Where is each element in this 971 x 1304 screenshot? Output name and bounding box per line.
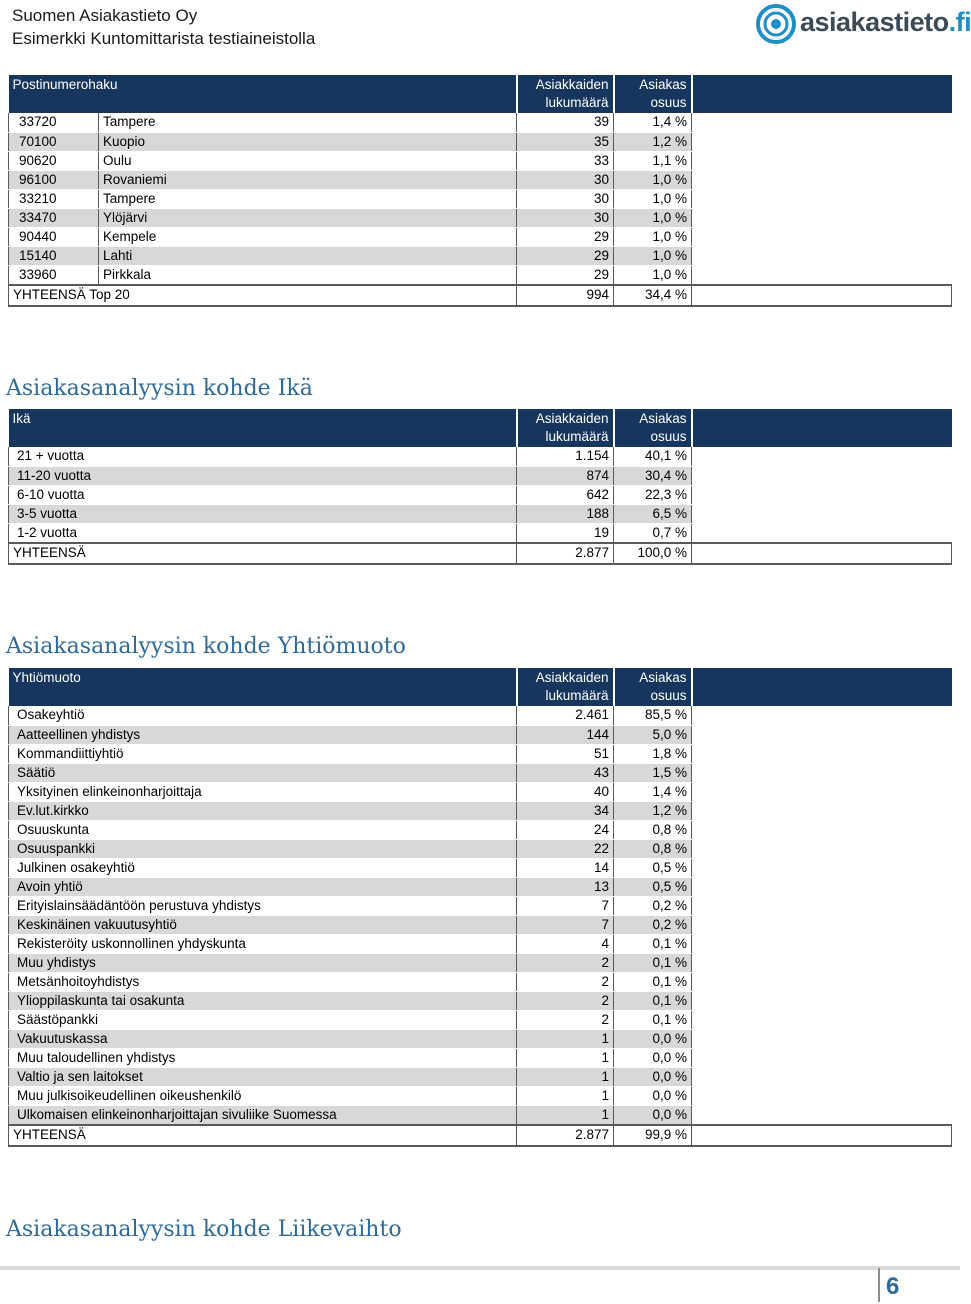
empty-cell <box>692 1029 952 1048</box>
share-cell: 5,0 % <box>614 725 692 744</box>
share-cell: 1,0 % <box>614 227 692 246</box>
share-cell: 1,0 % <box>614 208 692 227</box>
share-cell: 1,1 % <box>614 151 692 170</box>
page-number: 6 <box>886 1273 900 1300</box>
empty-cell <box>692 113 952 132</box>
company-form-section-title: Asiakasanalyysin kohde Yhtiömuoto <box>6 634 406 659</box>
postal-code-cell: 33720 <box>9 113 99 132</box>
empty-cell <box>692 1010 952 1029</box>
table-row <box>9 934 952 953</box>
row-label-cell: 3-5 vuotta <box>9 504 517 523</box>
city-cell: Ylöjärvi <box>99 208 517 227</box>
col-header-count: Asiakkaiden lukumäärä <box>517 668 614 706</box>
empty-cell <box>692 189 952 208</box>
empty-cell <box>692 896 952 915</box>
count-cell: 874 <box>517 466 614 485</box>
row-label-cell: Metsänhoitoyhdistys <box>9 972 517 991</box>
city-cell: Pirkkala <box>99 265 517 285</box>
postal-code-cell: 15140 <box>9 246 99 265</box>
share-cell: 0,5 % <box>614 858 692 877</box>
count-cell: 24 <box>517 820 614 839</box>
table-row <box>9 725 952 744</box>
col-header-postal: Postinumerohaku <box>9 75 517 113</box>
empty-cell <box>692 208 952 227</box>
company-name: Suomen Asiakastieto Oy <box>12 6 198 25</box>
table-row <box>9 782 952 801</box>
empty-cell <box>692 1067 952 1086</box>
share-cell: 0,0 % <box>614 1029 692 1048</box>
share-cell: 0,1 % <box>614 991 692 1010</box>
row-label-cell: 11-20 vuotta <box>9 466 517 485</box>
count-cell: 39 <box>517 113 614 132</box>
empty-cell <box>692 523 952 543</box>
row-label-cell: Osakeyhtiö <box>9 706 517 725</box>
empty-cell <box>692 447 952 466</box>
table-row <box>9 1010 952 1029</box>
count-cell: 1.154 <box>517 447 614 466</box>
table-row <box>9 763 952 782</box>
row-label-cell: Aatteellinen yhdistys <box>9 725 517 744</box>
table-total-row <box>9 543 952 564</box>
table-row <box>9 447 952 466</box>
table-header-row <box>9 668 952 706</box>
count-cell: 2 <box>517 1010 614 1029</box>
empty-cell <box>692 953 952 972</box>
table-row <box>9 991 952 1010</box>
total-empty <box>692 285 952 306</box>
total-empty <box>692 543 952 564</box>
col-header-share: Asiakas osuus <box>614 409 692 447</box>
empty-cell <box>692 1105 952 1125</box>
share-cell: 1,0 % <box>614 170 692 189</box>
count-cell: 30 <box>517 189 614 208</box>
count-cell: 34 <box>517 801 614 820</box>
count-cell: 35 <box>517 132 614 151</box>
count-cell: 2 <box>517 953 614 972</box>
table-row <box>9 208 952 227</box>
count-cell: 144 <box>517 725 614 744</box>
row-label-cell: 1-2 vuotta <box>9 523 517 543</box>
empty-cell <box>692 782 952 801</box>
count-cell: 29 <box>517 265 614 285</box>
share-cell: 0,0 % <box>614 1086 692 1105</box>
total-share: 34,4 % <box>614 285 692 306</box>
count-cell: 29 <box>517 227 614 246</box>
count-cell: 33 <box>517 151 614 170</box>
empty-cell <box>692 466 952 485</box>
row-label-cell: Osuuspankki <box>9 839 517 858</box>
share-cell: 1,0 % <box>614 265 692 285</box>
count-cell: 7 <box>517 896 614 915</box>
postal-code-cell: 33210 <box>9 189 99 208</box>
empty-cell <box>692 1048 952 1067</box>
city-cell: Oulu <box>99 151 517 170</box>
share-cell: 85,5 % <box>614 706 692 725</box>
table-row <box>9 151 952 170</box>
empty-cell <box>692 132 952 151</box>
page-number-separator <box>878 1268 880 1302</box>
company-form-table <box>8 668 951 1147</box>
table-row <box>9 839 952 858</box>
count-cell: 19 <box>517 523 614 543</box>
empty-cell <box>692 820 952 839</box>
table-row <box>9 485 952 504</box>
count-cell: 1 <box>517 1105 614 1125</box>
total-empty <box>692 1125 952 1146</box>
row-label-cell: 6-10 vuotta <box>9 485 517 504</box>
table-row <box>9 820 952 839</box>
city-cell: Rovaniemi <box>99 170 517 189</box>
table-header-row <box>9 75 952 113</box>
count-cell: 642 <box>517 485 614 504</box>
table-row <box>9 170 952 189</box>
total-share: 99,9 % <box>614 1125 692 1146</box>
total-count: 994 <box>517 285 614 306</box>
count-cell: 188 <box>517 504 614 523</box>
col-header-count: Asiakkaiden lukumäärä <box>517 75 614 113</box>
count-cell: 29 <box>517 246 614 265</box>
empty-cell <box>692 485 952 504</box>
count-cell: 2.461 <box>517 706 614 725</box>
share-cell: 30,4 % <box>614 466 692 485</box>
table-row <box>9 1048 952 1067</box>
row-label-cell: Julkinen osakeyhtiö <box>9 858 517 877</box>
table-row <box>9 953 952 972</box>
empty-cell <box>692 839 952 858</box>
table-row <box>9 877 952 896</box>
col-header-empty <box>692 75 952 113</box>
share-cell: 0,1 % <box>614 1010 692 1029</box>
share-cell: 0,0 % <box>614 1067 692 1086</box>
empty-cell <box>692 858 952 877</box>
count-cell: 4 <box>517 934 614 953</box>
share-cell: 0,2 % <box>614 915 692 934</box>
postal-code-cell: 90620 <box>9 151 99 170</box>
empty-cell <box>692 725 952 744</box>
col-header-share: Asiakas osuus <box>614 75 692 113</box>
empty-cell <box>692 801 952 820</box>
report-subtitle: Esimerkki Kuntomittarista testiaineistolla <box>12 29 316 48</box>
table-row <box>9 896 952 915</box>
share-cell: 0,8 % <box>614 820 692 839</box>
empty-cell <box>692 763 952 782</box>
row-label-cell: Keskinäinen vakuutusyhtiö <box>9 915 517 934</box>
total-share: 100,0 % <box>614 543 692 564</box>
row-label-cell: 21 + vuotta <box>9 447 517 466</box>
share-cell: 1,0 % <box>614 246 692 265</box>
postal-code-cell: 96100 <box>9 170 99 189</box>
empty-cell <box>692 246 952 265</box>
footer-divider <box>0 1266 960 1270</box>
table-row <box>9 1086 952 1105</box>
empty-cell <box>692 744 952 763</box>
share-cell: 1,4 % <box>614 113 692 132</box>
share-cell: 0,0 % <box>614 1048 692 1067</box>
count-cell: 1 <box>517 1086 614 1105</box>
col-header-company-form: Yhtiömuoto <box>9 668 517 706</box>
share-cell: 1,2 % <box>614 132 692 151</box>
row-label-cell: Ylioppilaskunta tai osakunta <box>9 991 517 1010</box>
share-cell: 1,8 % <box>614 744 692 763</box>
count-cell: 13 <box>517 877 614 896</box>
empty-cell <box>692 877 952 896</box>
share-cell: 1,0 % <box>614 189 692 208</box>
city-cell: Lahti <box>99 246 517 265</box>
count-cell: 1 <box>517 1048 614 1067</box>
count-cell: 1 <box>517 1067 614 1086</box>
share-cell: 0,1 % <box>614 953 692 972</box>
postal-code-cell: 90440 <box>9 227 99 246</box>
table-row <box>9 227 952 246</box>
row-label-cell: Säästöpankki <box>9 1010 517 1029</box>
row-label-cell: Ev.lut.kirkko <box>9 801 517 820</box>
total-label: YHTEENSÄ Top 20 <box>9 285 517 306</box>
count-cell: 40 <box>517 782 614 801</box>
page-header <box>0 0 971 62</box>
col-header-age: Ikä <box>9 409 517 447</box>
revenue-section-title: Asiakasanalyysin kohde Liikevaihto <box>6 1217 402 1242</box>
count-cell: 2 <box>517 991 614 1010</box>
row-label-cell: Vakuutuskassa <box>9 1029 517 1048</box>
row-label-cell: Avoin yhtiö <box>9 877 517 896</box>
count-cell: 22 <box>517 839 614 858</box>
row-label-cell: Säätiö <box>9 763 517 782</box>
share-cell: 0,7 % <box>614 523 692 543</box>
city-cell: Kempele <box>99 227 517 246</box>
share-cell: 0,8 % <box>614 839 692 858</box>
share-cell: 0,2 % <box>614 896 692 915</box>
empty-cell <box>692 1086 952 1105</box>
postal-code-cell: 33470 <box>9 208 99 227</box>
table-row <box>9 466 952 485</box>
table-total-row <box>9 285 952 306</box>
city-cell: Tampere <box>99 113 517 132</box>
postal-code-table <box>8 75 951 307</box>
row-label-cell: Muu yhdistys <box>9 953 517 972</box>
empty-cell <box>692 170 952 189</box>
total-label: YHTEENSÄ <box>9 1125 517 1146</box>
empty-cell <box>692 227 952 246</box>
table-header-row <box>9 409 952 447</box>
share-cell: 0,0 % <box>614 1105 692 1125</box>
empty-cell <box>692 504 952 523</box>
count-cell: 43 <box>517 763 614 782</box>
total-count: 2.877 <box>517 1125 614 1146</box>
col-header-empty <box>692 409 952 447</box>
table-row <box>9 1029 952 1048</box>
table-row <box>9 972 952 991</box>
count-cell: 51 <box>517 744 614 763</box>
table-total-row <box>9 1125 952 1146</box>
city-cell: Kuopio <box>99 132 517 151</box>
row-label-cell: Muu taloudellinen yhdistys <box>9 1048 517 1067</box>
logo-wordmark: asiakastieto.fi <box>800 7 971 37</box>
table-row <box>9 189 952 208</box>
table-row <box>9 915 952 934</box>
share-cell: 0,5 % <box>614 877 692 896</box>
share-cell: 6,5 % <box>614 504 692 523</box>
share-cell: 0,1 % <box>614 972 692 991</box>
total-label: YHTEENSÄ <box>9 543 517 564</box>
share-cell: 1,5 % <box>614 763 692 782</box>
table-row <box>9 132 952 151</box>
col-header-share: Asiakas osuus <box>614 668 692 706</box>
table-row <box>9 504 952 523</box>
asiakastieto-logo <box>756 4 971 46</box>
table-row <box>9 744 952 763</box>
col-header-empty <box>692 668 952 706</box>
age-table <box>8 409 951 565</box>
age-section-title: Asiakasanalyysin kohde Ikä <box>6 376 313 401</box>
share-cell: 22,3 % <box>614 485 692 504</box>
count-cell: 14 <box>517 858 614 877</box>
share-cell: 1,4 % <box>614 782 692 801</box>
row-label-cell: Rekisteröity uskonnollinen yhdyskunta <box>9 934 517 953</box>
row-label-cell: Osuuskunta <box>9 820 517 839</box>
table-row <box>9 246 952 265</box>
city-cell: Tampere <box>99 189 517 208</box>
empty-cell <box>692 151 952 170</box>
row-label-cell: Ulkomaisen elinkeinonharjoittajan sivuliike Suomessa <box>9 1105 517 1125</box>
share-cell: 1,2 % <box>614 801 692 820</box>
table-row <box>9 706 952 725</box>
empty-cell <box>692 706 952 725</box>
share-cell: 0,1 % <box>614 934 692 953</box>
table-row <box>9 113 952 132</box>
col-header-count: Asiakkaiden lukumäärä <box>517 409 614 447</box>
count-cell: 2 <box>517 972 614 991</box>
empty-cell <box>692 915 952 934</box>
row-label-cell: Erityislainsäädäntöön perustuva yhdistys <box>9 896 517 915</box>
table-row <box>9 801 952 820</box>
logo-circle-icon <box>756 4 796 44</box>
table-row <box>9 1105 952 1125</box>
postal-code-cell: 33960 <box>9 265 99 285</box>
row-label-cell: Muu julkisoikeudellinen oikeushenkilö <box>9 1086 517 1105</box>
table-row <box>9 1067 952 1086</box>
total-count: 2.877 <box>517 543 614 564</box>
empty-cell <box>692 934 952 953</box>
row-label-cell: Yksityinen elinkeinonharjoittaja <box>9 782 517 801</box>
count-cell: 7 <box>517 915 614 934</box>
count-cell: 30 <box>517 170 614 189</box>
empty-cell <box>692 265 952 285</box>
share-cell: 40,1 % <box>614 447 692 466</box>
row-label-cell: Valtio ja sen laitokset <box>9 1067 517 1086</box>
table-row <box>9 523 952 543</box>
count-cell: 1 <box>517 1029 614 1048</box>
table-row <box>9 858 952 877</box>
row-label-cell: Kommandiittiyhtiö <box>9 744 517 763</box>
postal-code-cell: 70100 <box>9 132 99 151</box>
empty-cell <box>692 972 952 991</box>
empty-cell <box>692 991 952 1010</box>
count-cell: 30 <box>517 208 614 227</box>
table-row <box>9 265 952 285</box>
